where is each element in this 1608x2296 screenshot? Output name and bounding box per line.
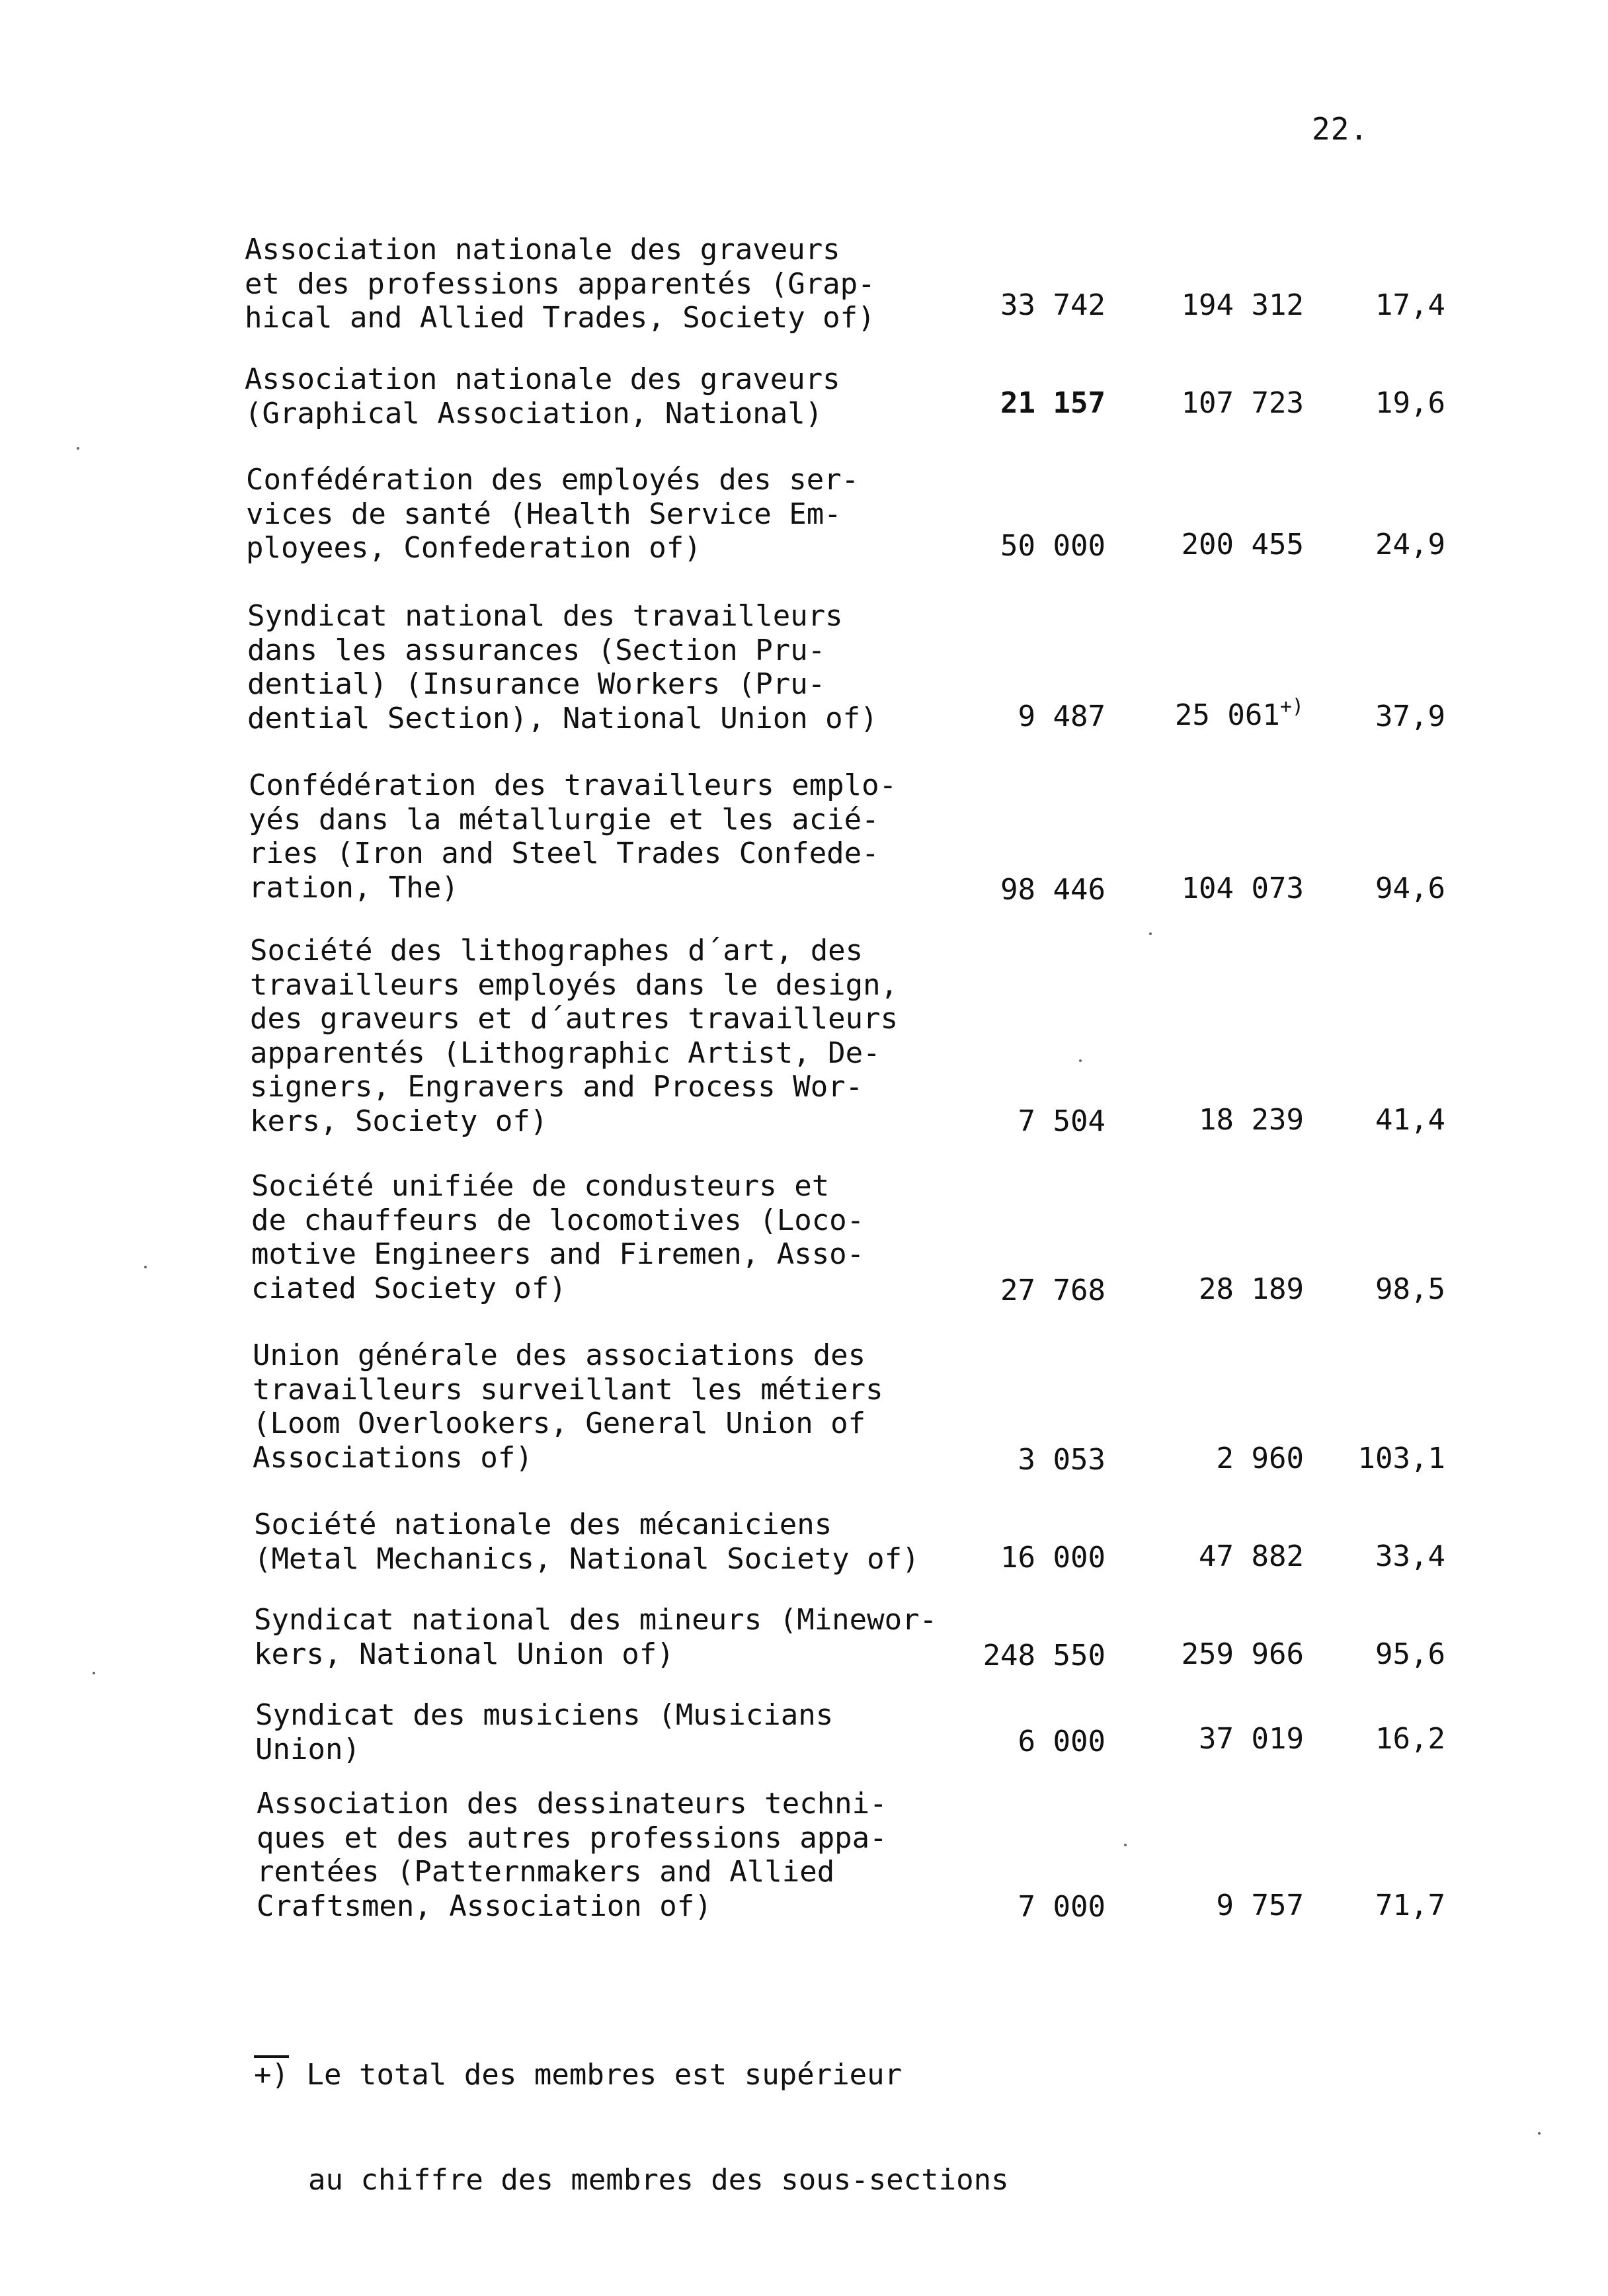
percent-value: 24,9 — [1375, 528, 1445, 561]
percent-value: 94,6 — [1375, 872, 1445, 905]
members-value: 6 000 — [1018, 1725, 1106, 1758]
footnote-line-2 — [254, 2162, 1009, 2197]
page-number: 22. — [1312, 111, 1369, 147]
footnote-line-1 — [254, 2057, 1009, 2092]
footnote — [254, 1987, 1009, 2233]
scan-speck — [1149, 932, 1152, 935]
union-name: Union générale des associations des travailleurs surveillant les métiers (Loom Overlookers, General Union of Associations of) — [253, 1338, 883, 1475]
percent-value: 19,6 — [1375, 386, 1445, 420]
total-value: 104 073 — [1181, 872, 1304, 905]
percent-value: 98,5 — [1375, 1272, 1445, 1306]
scan-speck — [1079, 1059, 1082, 1062]
total-value — [1092, 695, 1304, 736]
union-name: Société des lithographes d´art, des travailleurs employés dans le design, des graveurs et d´autres travailleurs apparentés (Lithographic Artist, De- signers, Engravers and Process Wor- kers, Society of) — [250, 934, 899, 1138]
total-value: 200 455 — [1181, 528, 1304, 561]
union-name: Confédération des employés des ser- vices de santé (Health Service Em- ployees, Confederation of) — [246, 463, 860, 565]
total-value: 259 966 — [1181, 1637, 1304, 1671]
total-value: 47 882 — [1199, 1539, 1304, 1573]
members-value: 33 742 — [1000, 288, 1106, 322]
union-name: Syndicat national des mineurs (Minewor- kers, National Union of) — [254, 1603, 938, 1671]
total-number: 25 061 — [1174, 698, 1280, 732]
total-value: 2 960 — [1216, 1442, 1304, 1475]
footnote-text-2: au chiffre des membres des sous-sections — [308, 2163, 1009, 2197]
union-name: Syndicat national des travailleurs dans les assurances (Section Pru- dential) (Insurance Workers (Pru- dential Section), National Union of) — [247, 599, 878, 735]
members-value: 7 504 — [1018, 1104, 1106, 1138]
members-value: 248 550 — [983, 1639, 1106, 1672]
union-name: Société nationale des mécaniciens (Metal Mechanics, National Society of) — [254, 1508, 920, 1576]
total-footnote-marker: +) — [1279, 695, 1304, 718]
percent-value: 16,2 — [1375, 1722, 1445, 1756]
total-value: 194 312 — [1181, 288, 1304, 322]
percent-value: 37,9 — [1375, 700, 1445, 733]
union-name: Confédération des travailleurs emplo- yés dans la métallurgie et les acié- ries (Iron and Steel Trades Confede- ration, The) — [249, 768, 897, 905]
footnote-marker: +) — [254, 2058, 289, 2092]
members-value: 98 446 — [1000, 873, 1106, 907]
members-value: 9 487 — [1018, 700, 1106, 733]
union-name: Association des dessinateurs techni- ques et des autres professions appa- rentées (Patternmakers and Allied Craftsmen, Association of) — [257, 1787, 887, 1923]
percent-value: 95,6 — [1375, 1637, 1445, 1671]
union-name: Société unifiée de condusteurs et de chauffeurs de locomotives (Loco- motive Engineers and Firemen, Asso- ciated Society of) — [251, 1169, 865, 1305]
members-value: 50 000 — [1000, 529, 1106, 563]
scan-speck — [1538, 2132, 1541, 2135]
scan-speck — [77, 447, 79, 450]
total-value: 37 019 — [1199, 1722, 1304, 1756]
union-name: Association nationale des graveurs (Graphical Association, National) — [245, 362, 840, 430]
scan-speck — [144, 1266, 147, 1268]
footnote-text-1: Le total des membres est supérieur — [306, 2058, 903, 2092]
total-value: 28 189 — [1199, 1272, 1304, 1306]
total-value: 18 239 — [1199, 1103, 1304, 1137]
percent-value: 41,4 — [1375, 1103, 1445, 1137]
scan-speck — [93, 1672, 95, 1674]
total-value: 107 723 — [1181, 386, 1304, 420]
members-value: 3 053 — [1018, 1443, 1106, 1477]
percent-value: 71,7 — [1375, 1889, 1445, 1922]
total-value: 9 757 — [1216, 1889, 1304, 1922]
members-value: 16 000 — [1000, 1541, 1106, 1575]
percent-value: 103,1 — [1357, 1442, 1445, 1475]
percent-value: 33,4 — [1375, 1539, 1445, 1573]
members-value: 21 157 — [1000, 386, 1106, 420]
percent-value: 17,4 — [1375, 288, 1445, 322]
members-value: 27 768 — [1000, 1274, 1106, 1307]
members-value: 7 000 — [1018, 1890, 1106, 1924]
union-name: Association nationale des graveurs et des professions apparentés (Grap- hical and Allied Trades, Society of) — [245, 233, 875, 335]
union-name: Syndicat des musiciens (Musicians Union) — [255, 1698, 834, 1766]
scan-speck — [1124, 1844, 1127, 1846]
